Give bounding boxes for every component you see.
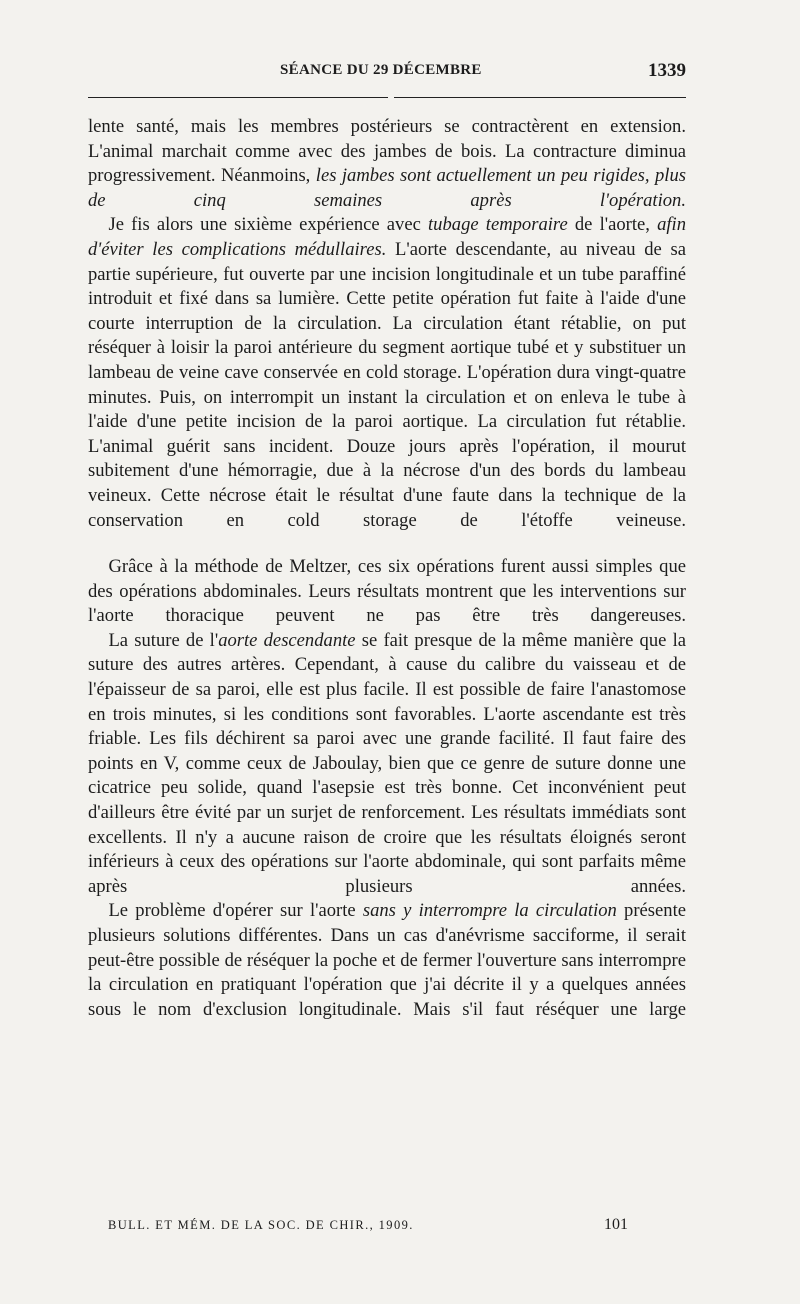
paragraph-5 <box>88 899 686 1022</box>
paragraph-5-italic: sans y interrompre la circulation <box>362 900 617 922</box>
paragraph-2 <box>88 213 686 533</box>
signature-mark: 101 <box>604 1216 628 1233</box>
paragraph-5-text-a: Le problème d'opérer sur l'aorte <box>108 900 363 922</box>
page-header <box>88 60 686 84</box>
paragraph-2-italic-a: tubage temporaire <box>428 214 568 236</box>
paragraph-4-text-b: se fait presque de la même manière que la suture des autres artères. Cependant, à cause du calibre du vaisseau et de l'épaisseur de sa paroi, elle est plus facile. Il est possible de faire l'anastomose en trois minutes, si les conditions sont favorables. L'aorte ascendante est très friable. Les fils déchirent sa paroi avec une grande facilité. Il faut faire des points en V, comme ceux de Jaboulay, bien que ce genre de suture donne une cicatrice peu solide, quand l'asepsie est très bonne. Cet inconvénient peut d'ailleurs être évité par un surjet de renforcement. Les résultats immédiats sont excellents. Il n'y a aucune raison de croire que les résultats éloignés seront inférieurs à ceux des opérations sur l'aorte abdominale, qui sont parfaits même après plusieurs années. <box>88 629 687 897</box>
paragraph-2-italic-b: afin d'éviter les complications médullaires. <box>88 214 686 260</box>
paragraph-1-italic: les jambes sont actuellement un peu rigides, plus de cinq semaines après l'opération. <box>88 165 686 211</box>
paragraph-2-text-c: L'aorte descendante, au niveau de sa partie supérieure, fut ouverte par une incision longitudinale et un tube paraffiné introduit et fixé dans sa lumière. Cette petite opération fut faite à l'aide d'une courte interruption de la circulation. La circulation étant rétablie, on put réséquer à loisir la paroi antérieure du segment aortique tubé et y substituer un lambeau de veine cave conservée en cold storage. L'opération dura vingt-quatre minutes. Puis, on interrompit un instant la circulation et on enleva le tube à l'aide d'une petite incision de la paroi aortique. La circulation fut rétablie. L'animal guérit sans incident. Douze jours après l'opération, il mourut subitement d'une hémorragie, due à la nécrose d'un des bords du lambeau veineux. Cette nécrose était le résultat d'une faute dans la technique de la conservation en cold storage de l'étoffe veineuse. <box>88 238 686 531</box>
page-number: 1339 <box>648 60 686 81</box>
paragraph-4 <box>88 629 686 900</box>
body-text <box>88 115 686 1022</box>
paragraph-1-text: lente santé, mais les membres postérieurs se contractèrent en extension. L'animal marchait comme avec des jambes de bois. La contracture diminua progressivement. Néanmoins, <box>88 116 686 187</box>
paragraph-2-text-a: Je fis alors une sixième expérience avec <box>108 214 429 236</box>
running-title: SÉANCE DU 29 DÉCEMBRE <box>280 62 482 78</box>
paragraph-3 <box>88 555 686 629</box>
section-gap <box>88 533 686 555</box>
page-footer <box>108 1216 628 1236</box>
paragraph-2-text-b: de l'aorte, <box>567 214 658 236</box>
journal-reference: BULL. ET MÉM. DE LA SOC. DE CHIR., 1909. <box>108 1218 414 1232</box>
header-rule-left <box>88 97 388 98</box>
paragraph-1 <box>88 115 686 213</box>
paragraph-3-text: Grâce à la méthode de Meltzer, ces six opérations furent aussi simples que des opérations abdominales. Leurs résultats montrent que les interventions sur l'aorte thoracique peuvent ne pas être très dangereuses. <box>88 556 686 627</box>
paragraph-5-text-b: présente plusieurs solutions différentes. Dans un cas d'anévrisme sacciforme, il serait peut-être possible de réséquer la poche et de fermer l'ouverture sans interrompre la circulation en pratiquant l'opération que j'ai décrite il y a quelques années sous le nom d'exclusion longitudinale. Mais s'il faut réséquer une large <box>88 900 686 1020</box>
header-rule-right <box>394 97 686 98</box>
paragraph-4-text-a: La suture de l' <box>108 629 219 651</box>
paragraph-4-italic: aorte descendante <box>218 629 356 651</box>
